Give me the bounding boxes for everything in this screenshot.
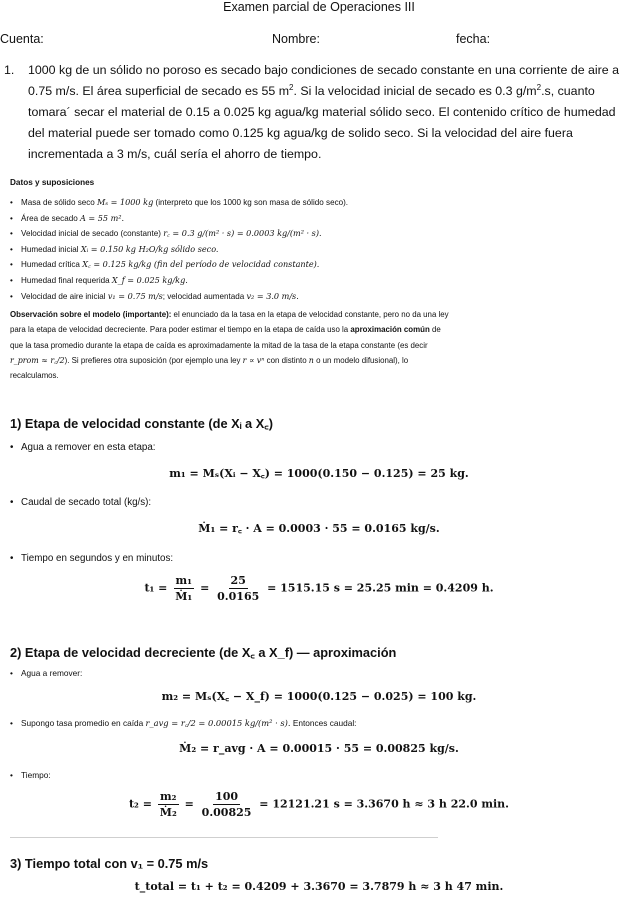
datos-item: • Velocidad de aire inicial v₁ = 0.75 m/s; velocidad aumentada v₂ = 3.0 m/s. (0, 289, 460, 305)
problem-text-a: 1000 kg de un sólido no poroso es secado bajo condiciones de secado constante en una corriente de aire a 0.75 m/s. El área superficial de secado es 55 m (28, 63, 620, 98)
problem-text-b: . Si la velocidad inicial de secado es 0.3 g/m (293, 84, 537, 98)
datos-item: • Área de secado A = 55 m². (0, 211, 460, 227)
nombre-label: Nombre: (272, 32, 320, 46)
datos-item: • Masa de sólido seco Mₛ = 1000 kg (interpreto que los 1000 kg son masa de sólido seco). (0, 195, 460, 211)
section1-bullet: • Agua a remover en esta etapa: (0, 442, 156, 453)
section2-eq1: m₂ = Mₛ(X꜀ − X_f) = 1000(0.125 − 0.025) = 100 kg. (161, 690, 477, 703)
section1-bullet: • Caudal de secado total (kg/s): (0, 497, 151, 508)
section2-bullet: • Supongo tasa promedio en caída r_avg = r꜀/2 = 0.00015 kg/(m² · s). Entonces caudal: (0, 718, 460, 729)
section1-bullet: • Tiempo en segundos y en minutos: (0, 553, 173, 564)
section2-bullet: • Tiempo: (0, 770, 51, 780)
problem-text-c: .s, cuanto tomara´ secar el material de 0.15 a 0.025 kg agua/kg material sólido seco. El contenido crítico de humedad del material puede ser tomado como 0.125 kg agua/kg de solido seco. Si la velocidad del aire fuera incrementada a 3 m/s, cuál sería el ahorro de tiempo. (28, 84, 616, 161)
cuenta-label: Cuenta: (0, 32, 44, 46)
datos-item: • Velocidad inicial de secado (constante) r꜀ = 0.3 g/(m² · s) = 0.0003 kg/(m² · s). (0, 226, 460, 242)
section2-heading: 2) Etapa de velocidad decreciente (de X꜀ a X_f) — aproximación (10, 645, 397, 660)
section-divider (10, 837, 438, 838)
datos-item: • Humedad crítica X꜀ = 0.125 kg/kg (fin del período de velocidad constante). (0, 257, 460, 273)
problem-number: 1. (4, 63, 15, 77)
exam-title: Examen parcial de Operaciones III (223, 0, 415, 14)
section3-eq1: t_total = t₁ + t₂ = 0.4209 + 3.3670 = 3.7879 h ≈ 3 h 47 min. (134, 880, 504, 893)
section1-eq1: m₁ = Mₛ(Xᵢ − X꜀) = 1000(0.150 − 0.125) = 25 kg. (169, 467, 469, 480)
section1-eq2: Ṁ₁ = r꜀ · A = 0.0003 · 55 = 0.0165 kg/s. (198, 522, 440, 535)
section1-heading: 1) Etapa de velocidad constante (de Xᵢ a X꜀) (10, 416, 273, 431)
datos-list (0, 195, 460, 304)
datos-item: • Humedad final requerida X_f = 0.025 kg/kg. (0, 273, 460, 289)
observacion-paragraph: Observación sobre el modelo (importante): el enunciado da la tasa en la etapa de velocidad constante, pero no da una ley para la etapa de velocidad decreciente. Para poder estimar el tiempo en la etapa de caída uso la aproximación común de que la tasa promedio durante la etapa de caída es aproximadamente la mitad de la tasa de la etapa constante (es decir r_prom ≈ r꜀/2). Si prefieres otra suposición (por ejemplo una ley r ∝ vⁿ con distinto n o un modelo difusional), lo recalculamos. (10, 310, 449, 381)
section2-bullet: • Agua a remover: (0, 668, 82, 678)
superscript: 2 (289, 82, 294, 92)
datos-item: • Humedad inicial Xᵢ = 0.150 kg H₂O/kg sólido seco. (0, 242, 460, 258)
section2-eq3: t₂ = $\frac{\text{m₂}}{\text{Ṁ₂}}$ = $\frac{100}{0.00825}$ = 12121.21 s = 3.3670 h ≈ 3 h 22.0 min. (128, 790, 510, 819)
fecha-label: fecha: (456, 32, 491, 46)
section3-heading: 3) Tiempo total con v₁ = 0.75 m/s (10, 856, 209, 871)
section1-eq3: t₁ = $\frac{\text{m₁}}{\text{Ṁ₁}}$ = $\frac{25}{0.0165}$ = 1515.15 s = 25.25 min = 0.4209 h. (144, 574, 494, 603)
superscript: 2 (536, 82, 542, 92)
problem-statement (0, 60, 634, 165)
section2-eq2: Ṁ₂ = r_avg · A = 0.00015 · 55 = 0.00825 kg/s. (179, 742, 459, 755)
datos-heading: Datos y suposiciones (10, 178, 95, 187)
